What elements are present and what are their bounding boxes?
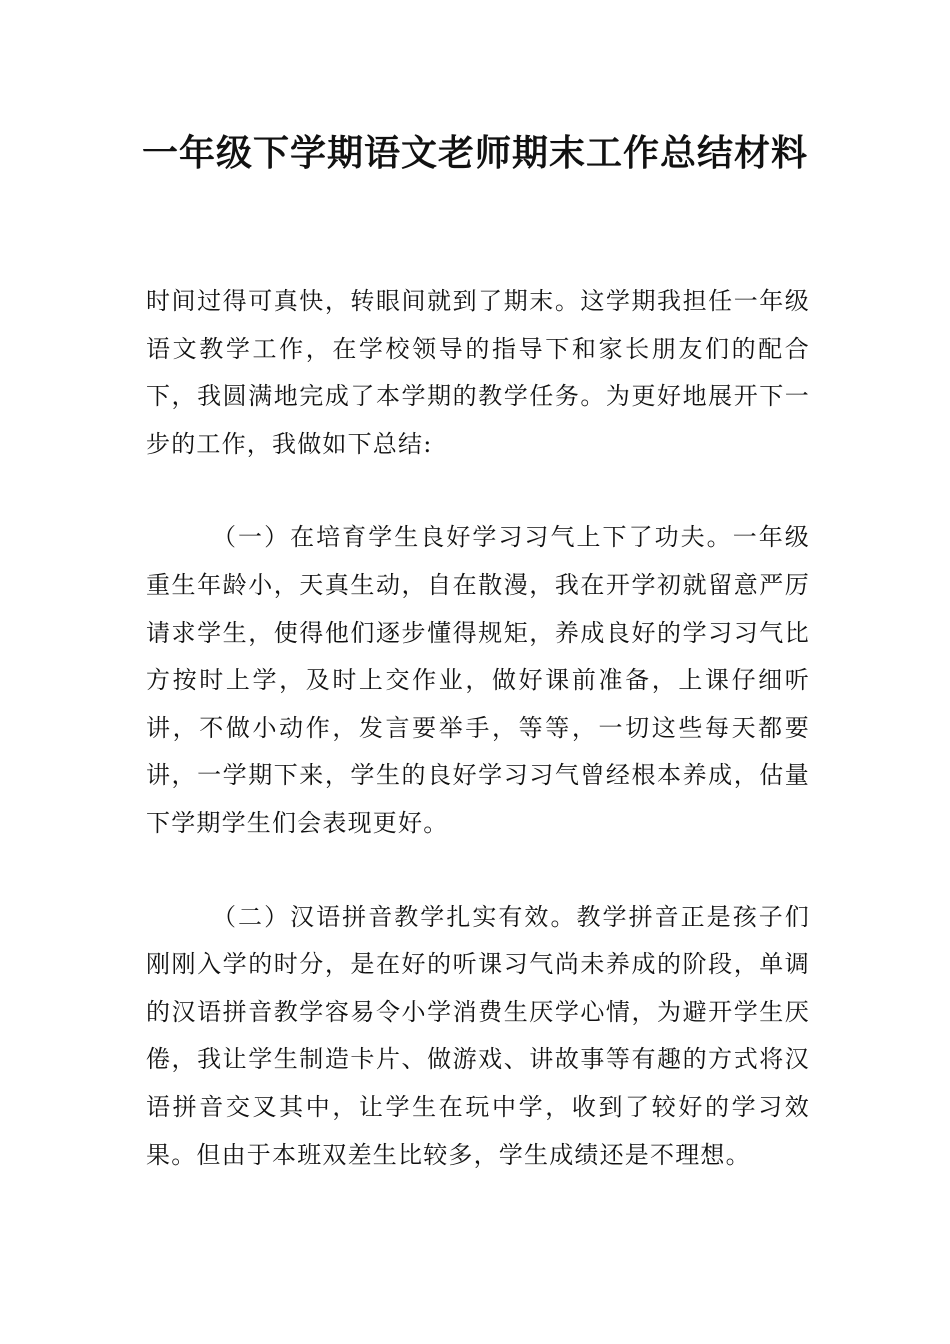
paragraph-section-2: （二）汉语拼音教学扎实有效。教学拼音正是孩子们刚刚入学的时分，是在好的听课习气尚未养成的阶段，单调的汉语拼音教学容易令小学消费生厌学心情，为避开学生厌倦，我让学生制造卡片、做游戏、讲故事等有趣的方式将汉语拼音交叉其中，让学生在玩中学，收到了较好的学习效果。但由于本班双差生比较多，学生成绩还是不理想。: [146, 902, 810, 1169]
paragraph-intro: 时间过得可真快，转眼间就到了期末。这学期我担任一年级语文教学工作，在学校领导的指导下和家长朋友们的配合下，我圆满地完成了本学期的教学任务。为更好地展开下一步的工作，我做如下总结:: [146, 287, 810, 458]
document-title: 一年级下学期语文老师期末工作总结材料: [141, 133, 808, 174]
paragraph-section-1: （一）在培育学生良好学习习气上下了功夫。一年级重生年龄小，天真生动，自在散漫，我在开学初就留意严厉请求学生，使得他们逐步懂得规矩，养成良好的学习习气比方按时上学，及时上交作业，做好课前准备，上课仔细听讲，不做小动作，发言要举手，等等，一切这些每天都要讲，一学期下来，学生的良好学习习气曾经根本养成，估量下学期学生们会表现更好。: [146, 523, 810, 837]
document-body: [146, 278, 810, 1179]
